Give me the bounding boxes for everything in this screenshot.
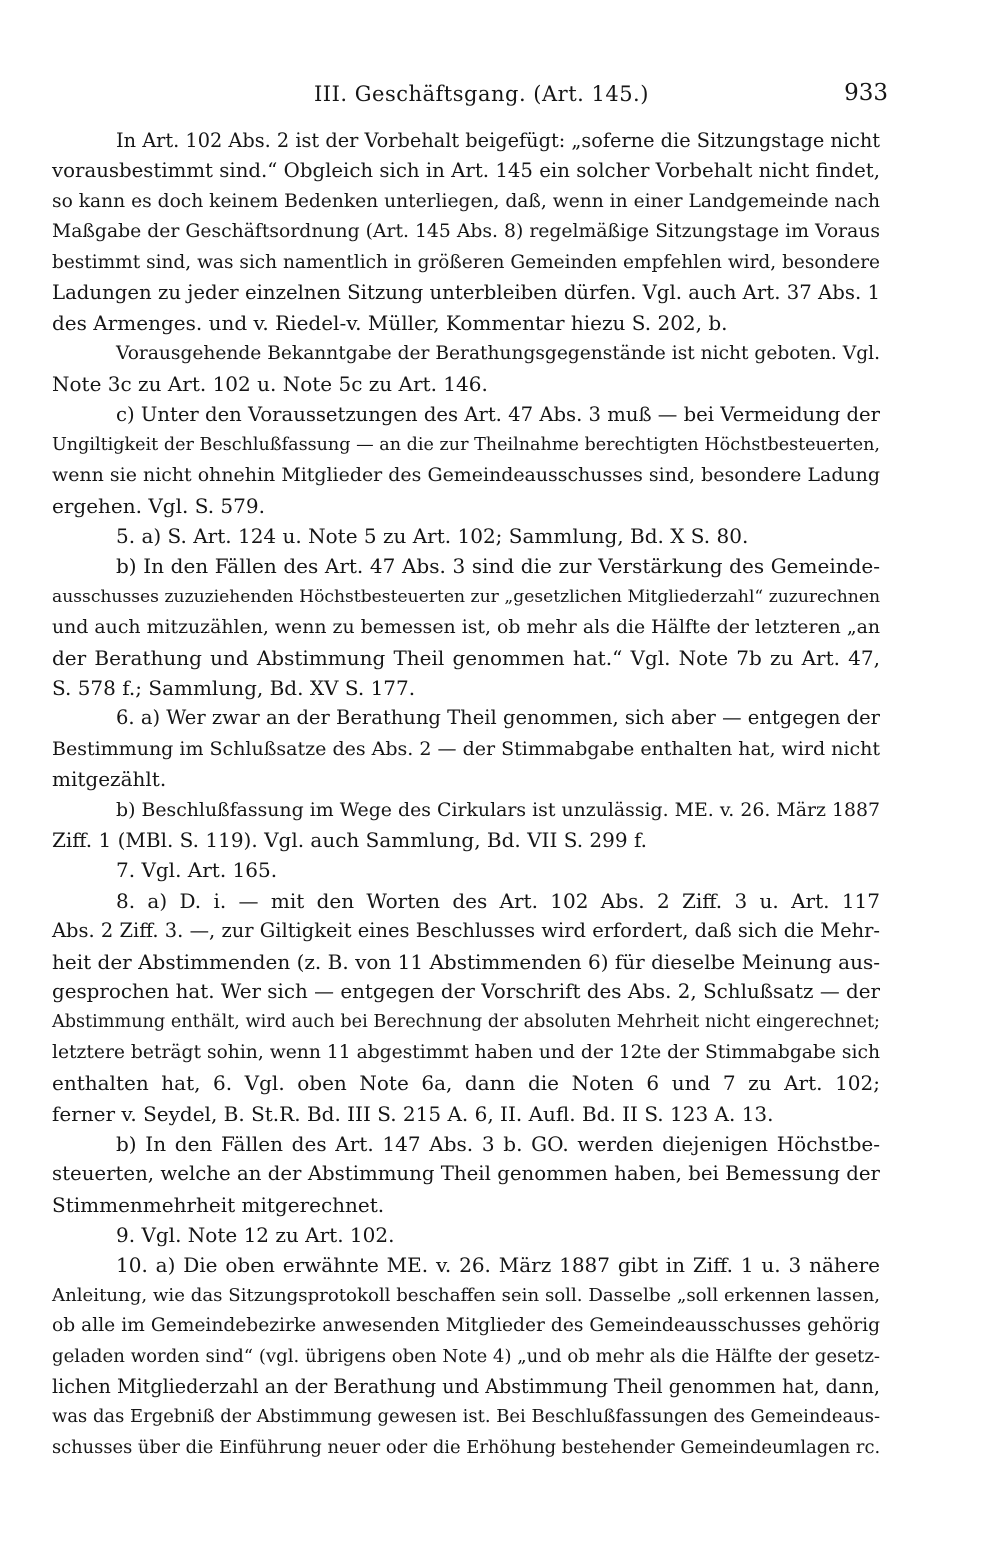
text-line: was das Ergebniß der Abstimmung gewesen ist. Bei Beschlußfassungen des Gemeindeaus- bbox=[52, 1406, 881, 1428]
paragraph bbox=[52, 521, 880, 551]
text-line: ergehen. Vgl. S. 579. bbox=[52, 493, 265, 518]
text-line: 5. a) S. Art. 124 u. Note 5 zu Art. 102; Sammlung, Bd. X S. 80. bbox=[116, 524, 749, 549]
text-line: b) In den Fällen des Art. 147 Abs. 3 b. GO. werden diejenigen Höchstbe- bbox=[116, 1131, 880, 1156]
text-line: heit der Abstimmenden (z. B. von 11 Abstimmenden 6) für dieselbe Meinung aus- bbox=[52, 949, 880, 974]
text-line: und auch mitzuzählen, wenn zu bemessen ist, ob mehr als die Hälfte der letzteren „an bbox=[52, 616, 880, 639]
text-line: Abs. 2 Ziff. 3. —, zur Giltigkeit eines Beschlusses wird erfordert, daß sich die Mehr- bbox=[52, 919, 880, 943]
text-line: bestimmt sind, was sich namentlich in größeren Gemeinden empfehlen wird, besondere bbox=[52, 251, 880, 273]
paragraph bbox=[52, 703, 880, 794]
text-line: Bestimmung im Schlußsatze des Abs. 2 — der Stimmabgabe enthalten hat, wird nicht bbox=[52, 737, 880, 760]
text-line: schusses über die Einführung neuer oder die Erhöhung bestehender Gemeindeumlagen rc. bbox=[52, 1436, 881, 1458]
text-line: b) Beschlußfassung im Wege des Cirkulars ist unzulässig. ME. v. 26. März 1887 bbox=[116, 798, 880, 821]
page-header bbox=[52, 76, 888, 116]
text-line: Vorausgehende Bekanntgabe der Berathungsgegenstände ist nicht geboten. Vgl. bbox=[116, 342, 880, 364]
page-number: 933 bbox=[844, 80, 888, 106]
text-line: Ziff. 1 (MBl. S. 119). Vgl. auch Sammlung, Bd. VII S. 299 f. bbox=[52, 827, 647, 852]
paragraph bbox=[52, 1220, 880, 1250]
paragraph bbox=[52, 795, 880, 856]
paragraph bbox=[52, 855, 880, 885]
text-line: lichen Mitgliederzahl an der Berathung und Abstimmung Theil genommen hat, dann, bbox=[52, 1375, 880, 1399]
text-line: Stimmenmehrheit mitgerechnet. bbox=[52, 1192, 385, 1217]
text-line: ausschusses zuzuziehenden Höchstbesteuerten zur „gesetzlichen Mitgliederzahl“ zuzurechnen bbox=[52, 586, 880, 607]
text-line: Note 3c zu Art. 102 u. Note 5c zu Art. 146. bbox=[52, 372, 488, 397]
text-line: so kann es doch keinem Bedenken unterliegen, daß, wenn in einer Landgemeinde nach bbox=[52, 190, 880, 212]
text-line: letztere beträgt sohin, wenn 11 abgestimmt haben und der 12te der Stimmabgabe sich bbox=[52, 1041, 880, 1063]
paragraph bbox=[52, 886, 880, 1129]
text-line: enthalten hat, 6. Vgl. oben Note 6a, dann die Noten 6 und 7 zu Art. 102; bbox=[52, 1071, 880, 1096]
text-line: steuerten, welche an der Abstimmung Theil genommen haben, bei Bemessung der bbox=[52, 1162, 880, 1186]
text-line: geladen worden sind“ (vgl. übrigens oben Note 4) „und ob mehr als die Hälfte der gesetz- bbox=[52, 1345, 880, 1367]
text-line: Maßgabe der Geschäftsordnung (Art. 145 Abs. 8) regelmäßige Sitzungstage im Voraus bbox=[52, 221, 880, 243]
text-line: Ungiltigkeit der Beschlußfassung — an die zur Theilnahme berechtigten Höchstbesteuerten, bbox=[52, 434, 880, 455]
paragraph bbox=[52, 400, 880, 522]
text-line: 6. a) Wer zwar an der Berathung Theil genommen, sich aber — entgegen der bbox=[116, 706, 880, 730]
text-line: 7. Vgl. Art. 165. bbox=[116, 858, 278, 883]
paragraph bbox=[52, 1250, 880, 1463]
paragraph bbox=[52, 551, 880, 703]
text-line: 9. Vgl. Note 12 zu Art. 102. bbox=[116, 1223, 395, 1248]
running-title: III. Geschäftsgang. (Art. 145.) bbox=[314, 82, 649, 106]
text-line: der Berathung und Abstimmung Theil genommen hat.“ Vgl. Note 7b zu Art. 47, bbox=[52, 645, 880, 670]
text-line: 8. a) D. i. — mit den Worten des Art. 102 Abs. 2 Ziff. 3 u. Art. 117 bbox=[116, 888, 880, 913]
text-line: b) In den Fällen des Art. 47 Abs. 3 sind die zur Verstärkung des Gemeinde- bbox=[116, 554, 880, 579]
text-line: Anleitung, wie das Sitzungsprotokoll beschaffen sein soll. Dasselbe „soll erkennen lassen, bbox=[52, 1284, 880, 1306]
text-line: 10. a) Die oben erwähnte ME. v. 26. März 1887 gibt in Ziff. 1 u. 3 nähere bbox=[116, 1253, 880, 1278]
paragraph bbox=[52, 1129, 880, 1220]
text-line: S. 578 f.; Sammlung, Bd. XV S. 177. bbox=[52, 676, 416, 701]
text-line: gesprochen hat. Wer sich — entgegen der Vorschrift des Abs. 2, Schlußsatz — der bbox=[52, 979, 880, 1003]
text-line: In Art. 102 Abs. 2 ist der Vorbehalt beigefügt: „soferne die Sitzungstage nicht bbox=[116, 129, 880, 152]
text-line: wenn sie nicht ohnehin Mitglieder des Gemeindeausschusses sind, besondere Ladung bbox=[52, 464, 880, 487]
paragraph bbox=[52, 339, 880, 400]
text-line: ob alle im Gemeindebezirke anwesenden Mitglieder des Gemeindeausschusses gehörig bbox=[52, 1315, 880, 1337]
text-line: ferner v. Seydel, B. St.R. Bd. III S. 215 A. 6, II. Aufl. Bd. II S. 123 A. 13. bbox=[52, 1101, 774, 1126]
paragraph bbox=[52, 126, 880, 339]
text-line: c) Unter den Voraussetzungen des Art. 47 Abs. 3 muß — bei Vermeidung der bbox=[116, 402, 880, 426]
body-text bbox=[52, 126, 880, 1463]
text-line: des Armenges. und v. Riedel-v. Müller, Kommentar hiezu S. 202, b. bbox=[52, 311, 728, 336]
text-line: vorausbestimmt sind.“ Obgleich sich in Art. 145 ein solcher Vorbehalt nicht findet, bbox=[52, 159, 880, 183]
text-line: mitgezählt. bbox=[52, 767, 167, 792]
text-line: Ladungen zu jeder einzelnen Sitzung unterbleiben dürfen. Vgl. auch Art. 37 Abs. 1 bbox=[52, 280, 880, 304]
text-line: Abstimmung enthält, wird auch bei Berechnung der absoluten Mehrheit nicht eingerechnet; bbox=[52, 1012, 880, 1033]
